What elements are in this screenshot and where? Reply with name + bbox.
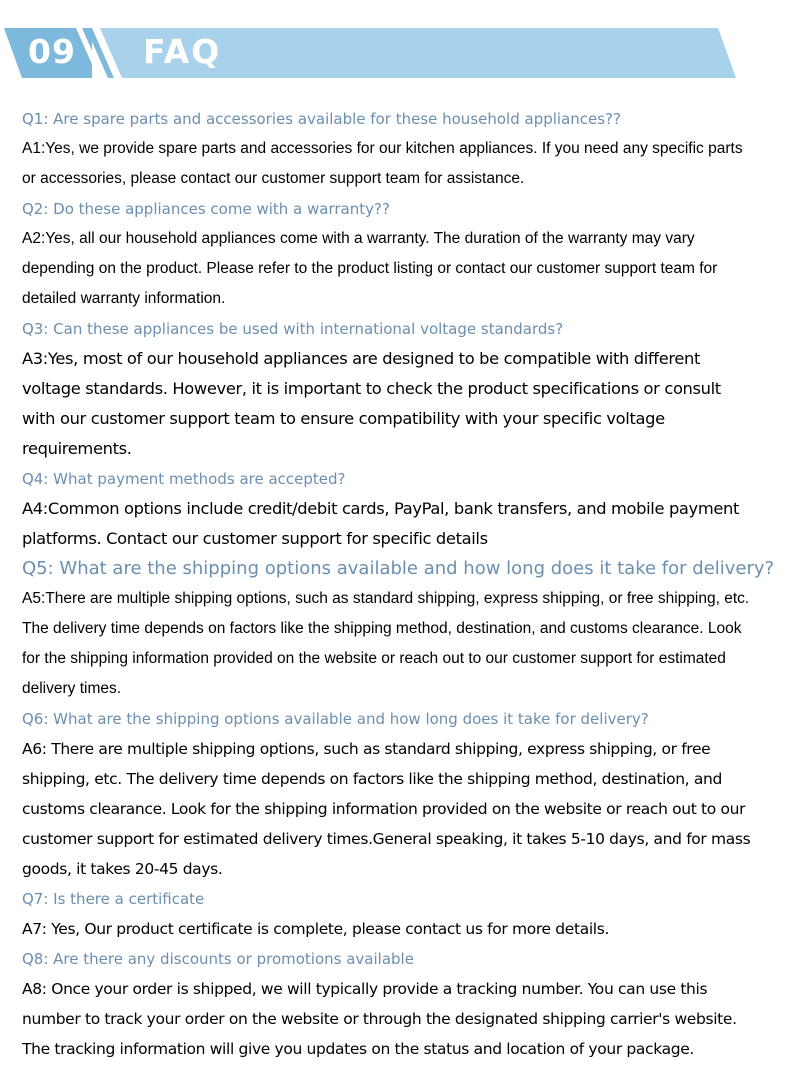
section-number: 09 bbox=[28, 32, 76, 71]
faq-list bbox=[22, 104, 775, 1064]
faq-answer: A6: There are multiple shipping options, such as standard shipping, express shipping, or free shipping, etc. The delivery time depends on factors like the shipping method, destination, and customs clearance. Look for the shipping information provided on the website or reach out to our customer support for estimated delivery times.General speaking, it takes 5-10 days, and for mass goods, it takes 20-45 days. bbox=[22, 740, 751, 878]
faq-answer: A3:Yes, most of our household appliances are designed to be compatible with different voltage standards. However, it is important to check the product specifications or consult with our customer support team to ensure compatibility with your specific voltage requirements. bbox=[22, 349, 721, 458]
faq-question: Q2: Do these appliances come with a warranty?? bbox=[22, 200, 390, 218]
banner-shape bbox=[0, 28, 790, 80]
section-title: FAQ bbox=[143, 32, 222, 71]
faq-question: Q6: What are the shipping options available and how long does it take for delivery? bbox=[22, 710, 649, 728]
faq-question: Q5: What are the shipping options available and how long does it take for delivery? bbox=[22, 558, 775, 579]
faq-question: Q7: Is there a certificate bbox=[22, 890, 205, 908]
section-banner bbox=[0, 28, 790, 80]
faq-question: Q3: Can these appliances be used with international voltage standards? bbox=[22, 320, 564, 338]
faq-question: Q4: What payment methods are accepted? bbox=[22, 470, 346, 488]
faq-answer: A2:Yes, all our household appliances come with a warranty. The duration of the warranty may vary depending on the product. Please refer to the product listing or contact our customer support team for detailed warranty information. bbox=[22, 230, 718, 307]
faq-question: Q8: Are there any discounts or promotions available bbox=[22, 950, 414, 968]
faq-answer: A7: Yes, Our product certificate is complete, please contact us for more details. bbox=[22, 920, 610, 938]
faq-answer: A1:Yes, we provide spare parts and accessories for our kitchen appliances. If you need any specific parts or accessories, please contact our customer support team for assistance. bbox=[22, 140, 743, 187]
faq-answer: A8: Once your order is shipped, we will typically provide a tracking number. You can use this number to track your order on the website or through the designated shipping carrier's website. The tracking information will give you updates on the status and location of your package. bbox=[22, 980, 737, 1058]
faq-question: Q1: Are spare parts and accessories available for these household appliances?? bbox=[22, 110, 621, 128]
faq-answer: A4:Common options include credit/debit cards, PayPal, bank transfers, and mobile payment platforms. Contact our customer support for specific details bbox=[22, 499, 740, 548]
faq-answer: A5:There are multiple shipping options, such as standard shipping, express shipping, or free shipping, etc. The delivery time depends on factors like the shipping method, destination, and customs clearance. Look for the shipping information provided on the website or reach out to our customer support for estimated delivery times. bbox=[22, 590, 750, 697]
